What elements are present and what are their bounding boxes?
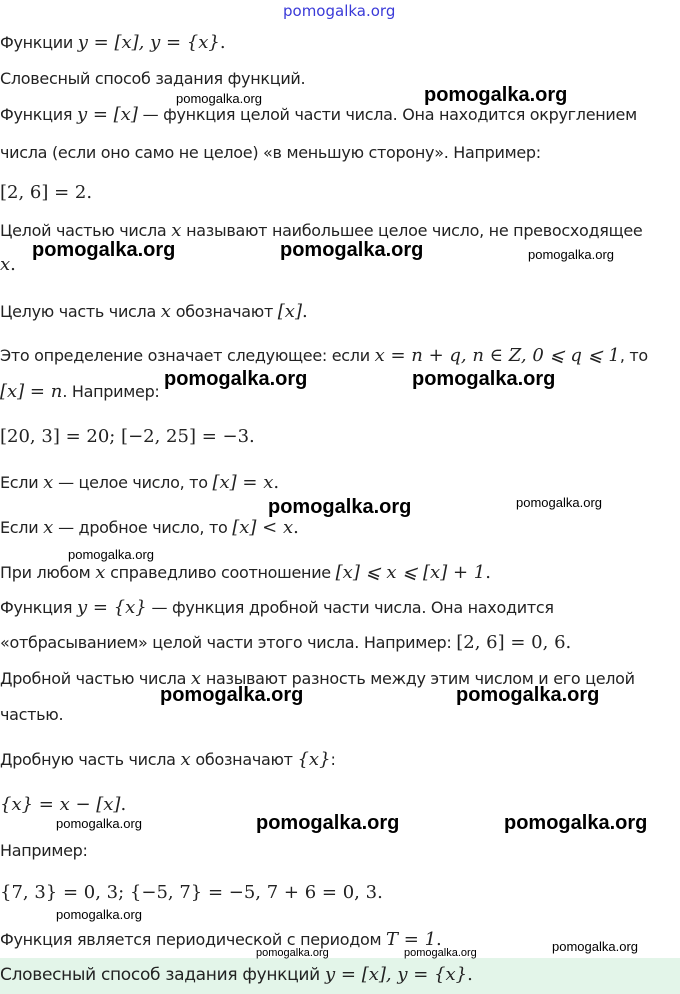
text-line: [x] = n. Например: (0, 381, 160, 402)
watermark: pomogalka.org (552, 939, 638, 954)
text-line: Дробной частью числа x называют разность между этим числом и его целой (0, 668, 635, 689)
text-line: Функция y = [x] — функция целой части числа. Она находится округлением (0, 104, 637, 125)
watermark: pomogalka.org (404, 947, 477, 959)
text-line: Функция y = {x} — функция дробной части числа. Она находится (0, 597, 554, 618)
text-line: частью. (0, 705, 64, 724)
text-line: Функция является периодической с периодом T = 1. (0, 929, 442, 950)
text-line: Если x — целое число, то [x] = x. (0, 472, 280, 493)
text-line: Если x — дробное число, то [x] < x. (0, 517, 299, 538)
text-line: Словесный способ задания функций. (0, 69, 306, 88)
watermark: pomogalka.org (160, 684, 304, 706)
math-line: {7, 3} = 0, 3; {−5, 7} = −5, 7 + 6 = 0, 3. (0, 882, 383, 903)
watermark: pomogalka.org (256, 812, 400, 834)
watermark: pomogalka.org (528, 247, 614, 262)
text-line: Целой частью числа x называют наибольшее целое число, не превосходящее (0, 220, 643, 241)
text-line: числа (если оно само не целое) «в меньшую сторону». Например: (0, 143, 541, 162)
watermark: pomogalka.org (516, 495, 602, 510)
math-line: [20, 3] = 20; [−2, 25] = −3. (0, 426, 255, 447)
math-line: [2, 6] = 2. (0, 182, 93, 203)
text-line: При любом x справедливо соотношение [x] ⩽ x ⩽ [x] + 1. (0, 562, 491, 583)
text-line: Например: (0, 841, 88, 860)
header-watermark: pomogalka.org (283, 2, 396, 20)
text-line: «отбрасыванием» целой части этого числа. Например: [2, 6] = 0, 6. (0, 632, 572, 653)
watermark: pomogalka.org (424, 84, 568, 106)
watermark: pomogalka.org (504, 812, 648, 834)
text-line: Функции y = [x], y = {x}. (0, 32, 226, 53)
watermark: pomogalka.org (164, 368, 308, 390)
watermark: pomogalka.org (176, 91, 262, 106)
math-line: {x} = x − [x]. (0, 794, 127, 815)
watermark: pomogalka.org (32, 239, 176, 261)
text-line: x. (0, 254, 16, 275)
watermark: pomogalka.org (456, 684, 600, 706)
watermark: pomogalka.org (412, 368, 556, 390)
watermark: pomogalka.org (280, 239, 424, 261)
watermark: pomogalka.org (68, 547, 154, 562)
watermark: pomogalka.org (56, 816, 142, 831)
text-line: Дробную часть числа x обозначают {x}: (0, 749, 336, 770)
watermark: pomogalka.org (268, 496, 412, 518)
text-line: Это определение означает следующее: если x = n + q, n ∈ Z, 0 ⩽ q ⩽ 1, то (0, 345, 648, 366)
text-line: Целую часть числа x обозначают [x]. (0, 301, 308, 322)
footer-line: Словесный способ задания функций y = [x], y = {x}. (0, 964, 473, 985)
watermark: pomogalka.org (56, 907, 142, 922)
watermark: pomogalka.org (256, 947, 329, 959)
